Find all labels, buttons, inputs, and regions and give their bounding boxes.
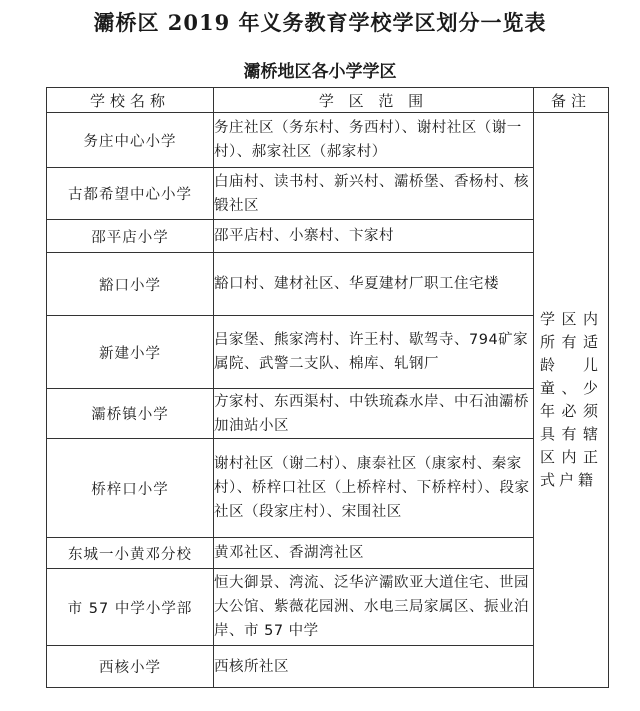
table-row bbox=[47, 316, 609, 389]
table-row bbox=[47, 113, 609, 168]
district-scope-cell: 白庙村、读书村、新兴村、灞桥堡、香杨村、核锻社区 bbox=[214, 168, 534, 220]
district-scope-cell: 西核所社区 bbox=[214, 646, 534, 688]
document-title: 灞桥区 2019 年义务教育学校学区划分一览表 bbox=[93, 10, 547, 35]
district-scope-cell: 务庄社区（务东村、务西村）、谢村社区（谢一村）、郝家社区（郝家村） bbox=[214, 113, 534, 168]
district-scope-cell: 方家村、东西渠村、中铁琉森水岸、中石油灞桥加油站小区 bbox=[214, 389, 534, 439]
district-scope-cell: 恒大御景、湾流、泛华浐灞欧亚大道住宅、世园大公馆、紫薇花园洲、水电三局家属区、振业泊岸、市 57 中学 bbox=[214, 569, 534, 646]
school-name-cell: 西核小学 bbox=[47, 646, 214, 688]
table-header-row bbox=[47, 88, 609, 113]
district-scope-cell: 黄邓社区、香湖湾社区 bbox=[214, 538, 534, 569]
header-district-scope: 学 区 范 围 bbox=[214, 88, 534, 113]
table-row bbox=[47, 389, 609, 439]
header-remarks: 备注 bbox=[534, 88, 609, 113]
district-scope-cell: 谢村社区（谢二村）、康泰社区（康家村、秦家村）、桥梓口社区（上桥梓村、下桥梓村）、段家社区（段家庄村）、宋围社区 bbox=[214, 439, 534, 538]
table-row bbox=[47, 220, 609, 253]
table-row bbox=[47, 253, 609, 316]
school-district-table bbox=[46, 87, 609, 688]
header-school-name: 学校名称 bbox=[47, 88, 214, 113]
table-row bbox=[47, 646, 609, 688]
remarks-cell bbox=[534, 113, 609, 688]
school-name-cell: 桥梓口小学 bbox=[47, 439, 214, 538]
school-name-cell: 务庄中心小学 bbox=[47, 113, 214, 168]
school-name-cell: 新建小学 bbox=[47, 316, 214, 389]
table-row bbox=[47, 168, 609, 220]
school-name-cell: 古都希望中心小学 bbox=[47, 168, 214, 220]
school-name-cell: 邵平店小学 bbox=[47, 220, 214, 253]
table-row bbox=[47, 538, 609, 569]
school-name-cell: 东城一小黄邓分校 bbox=[47, 538, 214, 569]
table-subtitle: 灞桥地区各小学学区 bbox=[243, 62, 397, 82]
school-name-cell: 豁口小学 bbox=[47, 253, 214, 316]
district-scope-cell: 邵平店村、小寨村、卞家村 bbox=[214, 220, 534, 253]
district-scope-cell: 吕家堡、熊家湾村、许王村、歇驾寺、794矿家属院、武警二支队、棉库、轧钢厂 bbox=[214, 316, 534, 389]
table-row bbox=[47, 439, 609, 538]
school-name-cell: 灞桥镇小学 bbox=[47, 389, 214, 439]
district-scope-cell: 豁口村、建材社区、华夏建材厂职工住宅楼 bbox=[214, 253, 534, 316]
table-row bbox=[47, 569, 609, 646]
school-name-cell: 市 57 中学小学部 bbox=[47, 569, 214, 646]
remarks-text: 学区内所有适龄儿童、少年必须具有辖区内正式户籍 bbox=[540, 310, 602, 489]
